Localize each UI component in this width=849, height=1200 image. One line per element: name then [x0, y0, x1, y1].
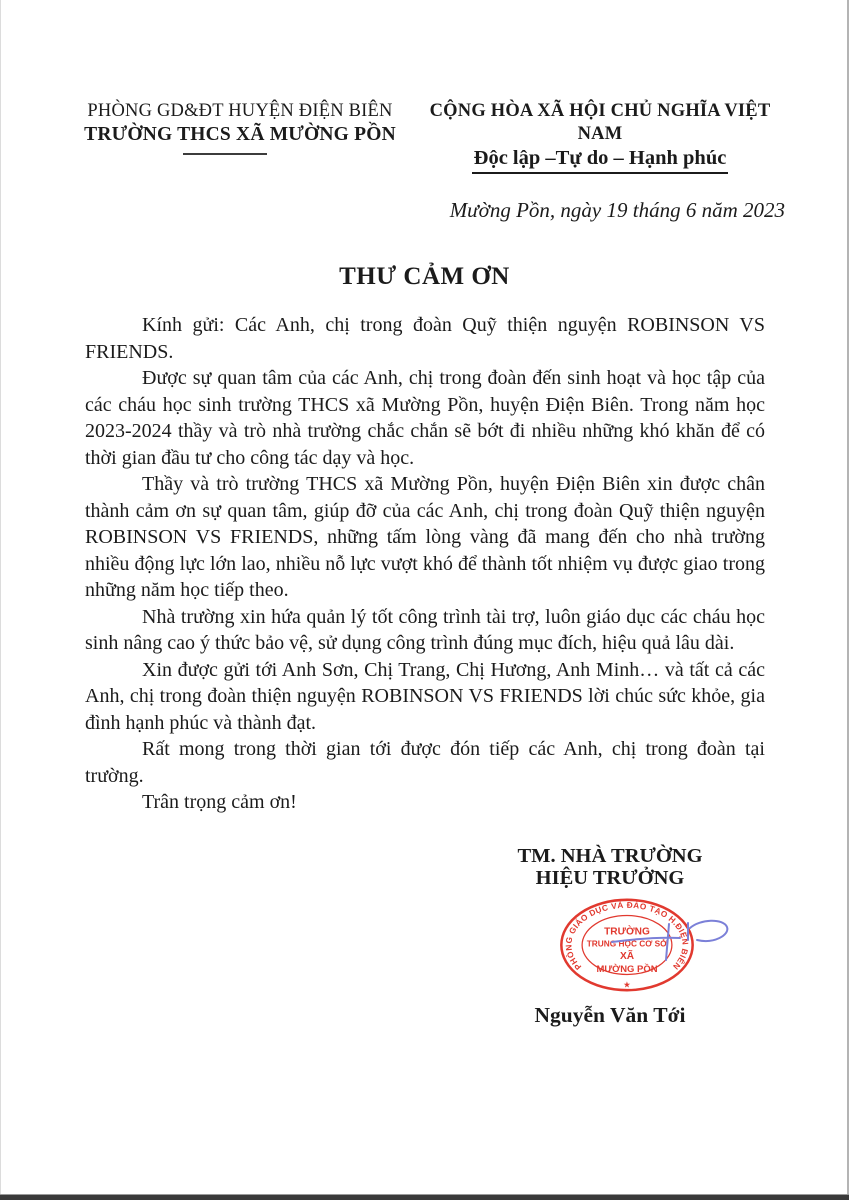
signature-loop-stroke	[690, 920, 727, 940]
stamp-star-icon: ★	[623, 978, 631, 989]
date-line: Mường Pồn, ngày 19 tháng 6 năm 2023	[449, 198, 785, 222]
paragraph-closing: Trân trọng cảm ơn!	[142, 791, 297, 813]
signoff-heading	[467, 846, 753, 890]
paragraph-body: Được sự quan tâm của các Anh, chị trong đoàn đến sinh hoạt và học tập của các cháu học sinh trường THCS xã Mường Pồn, huyện Điện Biên. Trong năm học 2023-2024 thầy và trò nhà trường chắc chắn sẽ bớt đi nhiều những khó khăn để có thời gian đầu tư cho công tác dạy và học.	[85, 367, 765, 469]
issuing-department: PHÒNG GD&ĐT HUYỆN ĐIỆN BIÊN	[87, 101, 393, 121]
stamp-center-line1: TRƯỜNG	[604, 925, 650, 937]
paragraph-body: Xin được gửi tới Anh Sơn, Chị Trang, Chị Hương, Anh Minh… và tất cả các Anh, chị trong đoàn thiện nguyện ROBINSON VS FRIENDS lời chúc sức khỏe, gia đình hạnh phúc và thành đạt.	[85, 658, 765, 734]
stamp-and-signature-zone	[467, 893, 787, 995]
letter-title: THƯ CẢM ƠN	[339, 263, 510, 290]
signature-cross-stroke	[666, 924, 669, 960]
letter-body	[85, 312, 765, 816]
national-motto-line1: CỘNG HÒA XÃ HỘI CHỦ NGHĨA VIỆT NAM	[429, 101, 771, 144]
scan-edge-left	[0, 0, 1, 1200]
header-left-underline	[183, 153, 267, 155]
national-motto-line2: Độc lập –Tự do – Hạnh phúc	[472, 146, 729, 174]
paragraph-body: Rất mong trong thời gian tới được đón tiếp các Anh, chị trong đoàn tại trường.	[85, 738, 765, 787]
signer-name: Nguyễn Văn Tới	[534, 1002, 686, 1027]
stamp-center-line2: TRUNG HỌC CƠ SỞ	[586, 937, 668, 948]
on-behalf-of-line: TM. NHÀ TRƯỜNG	[517, 844, 703, 867]
header-right-block	[398, 100, 794, 174]
signer-title: HIỆU TRƯỞNG	[535, 867, 685, 889]
paragraph-body: Nhà trường xin hứa quản lý tốt công trình tài trợ, luôn giáo dục các cháu học sinh nâng cao ý thức bảo vệ, sử dụng công trình đúng mục đích, hiệu quả lâu dài.	[85, 605, 765, 654]
scan-edge-bottom	[0, 1194, 849, 1200]
signature-strike-stroke	[612, 937, 680, 941]
header-left-block	[82, 100, 398, 174]
paragraph-body: Thầy và trò trường THCS xã Mường Pồn, huyện Điện Biên xin được chân thành cảm ơn sự quan tâm, giúp đỡ của các Anh, chị trong đoàn Quỹ thiện nguyện ROBINSON VS FRIENDS, những tấm lòng vàng đã mang đến cho nhà trường nhiều động lực lớn lao, nhiều nỗ lực vượt khó để thành tốt nhiệm vụ được giao trong những năm học tiếp theo.	[85, 473, 765, 601]
paragraph-salutation: Kính gửi: Các Anh, chị trong đoàn Quỹ thiện nguyện ROBINSON VS FRIENDS.	[85, 314, 765, 363]
letter-header	[0, 0, 849, 174]
stamp-center-line3: XÃ	[619, 950, 635, 962]
stamp-ring-text: PHÒNG GIÁO DỤC VÀ ĐÀO TẠO H.ĐIỆN BIÊN	[563, 899, 691, 972]
signature-scribble	[600, 915, 740, 967]
school-name: TRƯỜNG THCS XÃ MƯỜNG PỒN	[84, 124, 396, 145]
stamp-center-line4: MƯỜNG PỒN	[596, 963, 658, 975]
signature-block	[467, 846, 787, 1028]
